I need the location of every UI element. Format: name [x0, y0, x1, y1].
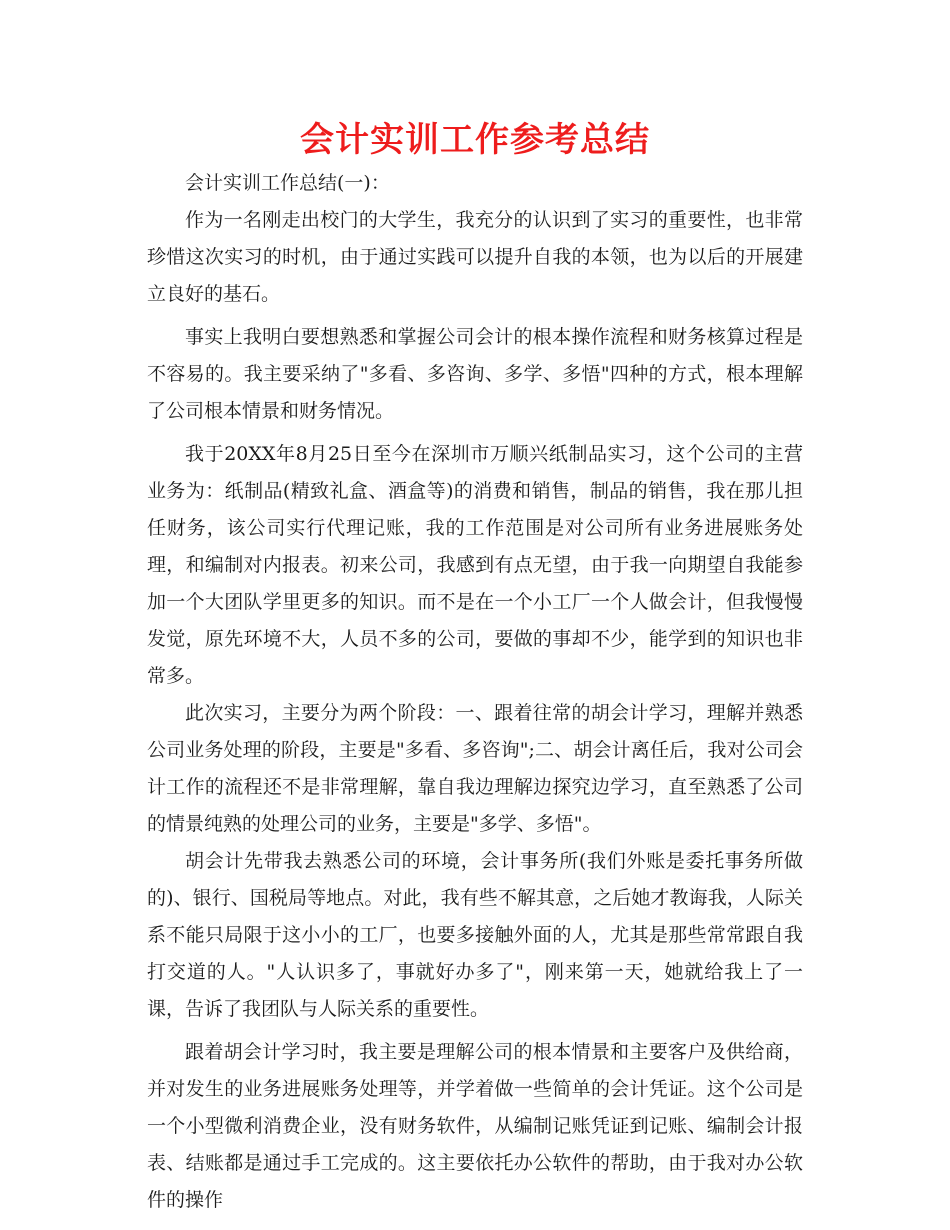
paragraph: 此次实习，主要分为两个阶段：一、跟着往常的胡会计学习，理解并熟悉公司业务处理的阶段，主要是"多看、多咨询";二、胡会计离任后，我对公司会计工作的流程还不是非常理解，靠自我边理解边探究边学习，直至熟悉了公司的情景纯熟的处理公司的业务，主要是"多学、多悟"。 [147, 702, 803, 835]
paragraph: 事实上我明白要想熟悉和掌握公司会计的根本操作流程和财务核算过程是不容易的。我主要采纳了"多看、多咨询、多学、多悟"四种的方式，根本理解了公司根本情景和财务情况。 [147, 326, 803, 422]
paragraph-subtitle: 会计实训工作总结(一)： [185, 172, 390, 194]
paragraph: 胡会计先带我去熟悉公司的环境，会计事务所(我们外账是委托事务所做的)、银行、国税局等地点。对此，我有些不解其意，之后她才教诲我，人际关系不能只局限于这小小的工厂，也要多接触外面的人，尤其是那些常常跟自我打交道的人。"人认识多了，事就好办多了"，刚来第一天，她就给我上了一课，告诉了我团队与人际关系的重要性。 [147, 850, 803, 1020]
document-title: 会计实训工作参考总结 [300, 120, 650, 160]
paragraph: 我于20XX年8月25日至今在深圳市万顺兴纸制品实习，这个公司的主营业务为：纸制品(精致礼盒、酒盒等)的消费和销售，制品的销售，我在那儿担任财务，该公司实行代理记账，我的工作范围是对公司所有业务进展账务处理，和编制对内报表。初来公司，我感到有点无望，由于我一向期望自我能参加一个大团队学里更多的知识。而不是在一个小工厂一个人做会计，但我慢慢发觉，原先环境不大，人员不多的公司，要做的事却不少，能学到的知识也非常多。 [147, 443, 803, 687]
paragraph: 作为一名刚走出校门的大学生，我充分的认识到了实习的重要性，也非常珍惜这次实习的时机，由于通过实践可以提升自我的本领，也为以后的开展建立良好的基石。 [147, 209, 803, 305]
paragraph: 跟着胡会计学习时，我主要是理解公司的根本情景和主要客户及供给商，并对发生的业务进展账务处理等，并学着做一些简单的会计凭证。这个公司是一个小型微利消费企业，没有财务软件，从编制记账凭证到记账、编制会计报表、结账都是通过手工完成的。这主要依托办公软件的帮助，由于我对办公软件的操作 [147, 1041, 803, 1211]
document-body [147, 165, 803, 1219]
